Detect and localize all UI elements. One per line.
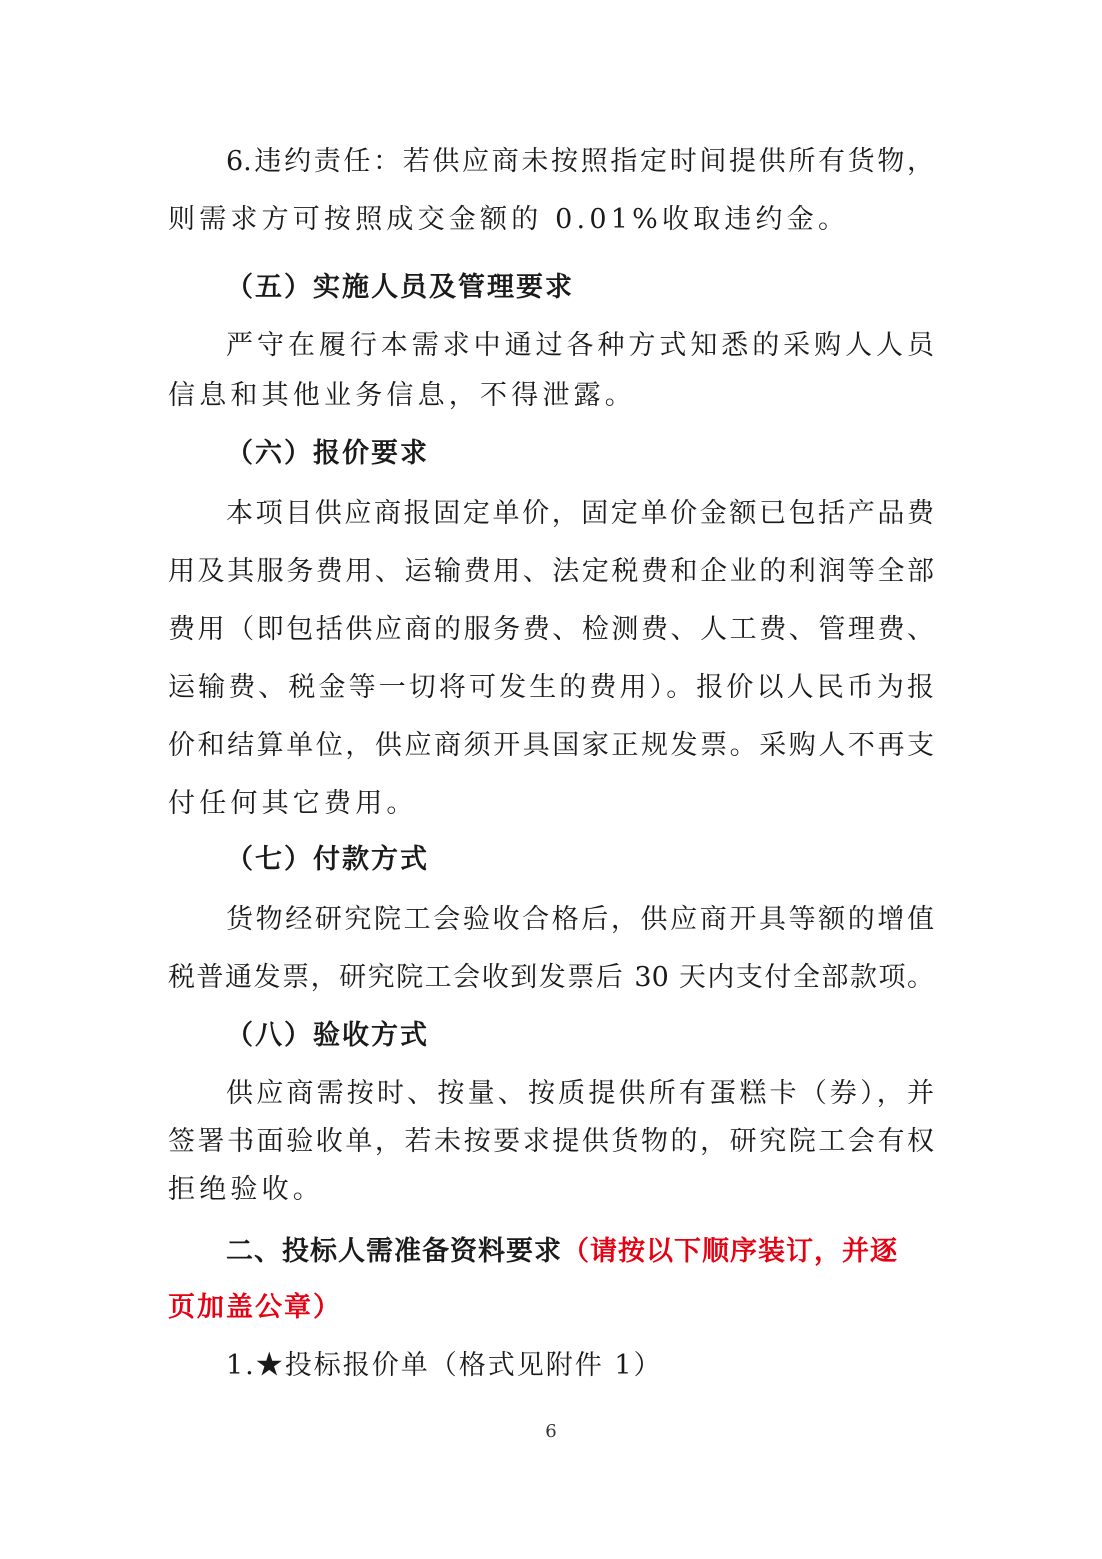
personnel-line-1: 严守在履行本需求中通过各种方式知悉的采购人人员 bbox=[226, 330, 934, 361]
quotation-line-6: 付任何其它费用。 bbox=[168, 788, 418, 819]
binding-note-part-1: （请按以下顺序装订，并逐 bbox=[562, 1236, 898, 1267]
heading-personnel-management: （五）实施人员及管理要求 bbox=[226, 272, 574, 303]
heading-quotation-requirements: （六）报价要求 bbox=[226, 438, 429, 469]
acceptance-line-3: 拒绝验收。 bbox=[168, 1174, 324, 1205]
part-2-heading-line bbox=[226, 1232, 934, 1272]
quotation-line-1: 本项目供应商报固定单价，固定单价金额已包括产品费 bbox=[226, 498, 934, 529]
payment-line-2: 税普通发票，研究院工会收到发票后 30 天内支付全部款项。 bbox=[168, 962, 934, 993]
quotation-line-5: 价和结算单位，供应商须开具国家正规发票。采购人不再支 bbox=[168, 730, 934, 761]
heading-acceptance-method: （八）验收方式 bbox=[226, 1020, 429, 1051]
quotation-line-2: 用及其服务费用、运输费用、法定税费和企业的利润等全部 bbox=[168, 556, 934, 587]
payment-line-1: 货物经研究院工会验收合格后，供应商开具等额的增值 bbox=[226, 904, 934, 935]
breach-liability-line-1: 6.违约责任：若供应商未按照指定时间提供所有货物， bbox=[226, 146, 934, 177]
page-number: 6 bbox=[545, 1421, 557, 1442]
breach-liability-line-2: 则需求方可按照成交金额的 0.01%收取违约金。 bbox=[168, 204, 850, 235]
heading-payment-method: （七）付款方式 bbox=[226, 844, 429, 875]
part-2-heading: 二、投标人需准备资料要求 bbox=[226, 1236, 562, 1267]
binding-note-part-2: 页加盖公章） bbox=[168, 1292, 342, 1323]
bid-quotation-item: 1.★投标报价单（格式见附件 1） bbox=[226, 1350, 663, 1381]
acceptance-line-2: 签署书面验收单，若未按要求提供货物的，研究院工会有权 bbox=[168, 1126, 934, 1157]
quotation-line-4: 运输费、税金等一切将可发生的费用）。报价以人民币为报 bbox=[168, 672, 934, 703]
quotation-line-3: 费用（即包括供应商的服务费、检测费、人工费、管理费、 bbox=[168, 614, 934, 645]
personnel-line-2: 信息和其他业务信息，不得泄露。 bbox=[168, 380, 636, 411]
acceptance-line-1: 供应商需按时、按量、按质提供所有蛋糕卡（券），并 bbox=[226, 1078, 934, 1109]
